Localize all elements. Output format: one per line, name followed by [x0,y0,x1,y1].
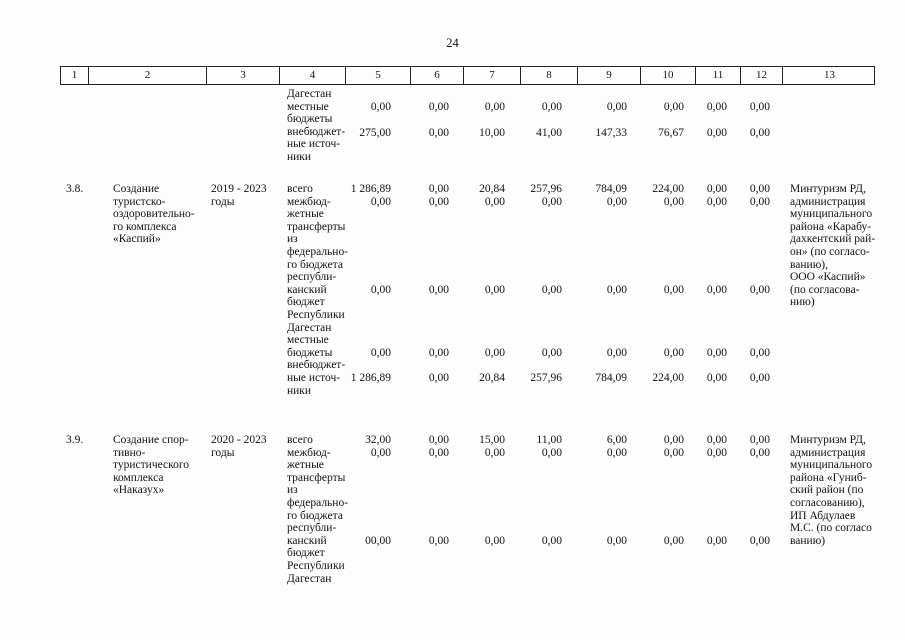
executor-line: ООО «Каспий» [790,271,866,284]
source-line: бюджеты [287,346,333,359]
local-value-col9: 0,00 [606,346,627,359]
republic-value-col10: 0,00 [663,283,684,296]
local-budget-value-col12: 0,00 [749,101,770,113]
event-name-line: Создание спор- [113,434,189,446]
republic-value-col12: 0,00 [749,283,770,296]
republic-value-col6: 0,00 [428,283,449,296]
header-cell-3: 3 [207,67,280,84]
source-line: межбюд- [287,446,331,459]
header-cell-7: 7 [464,67,521,84]
source-line: канский [287,534,327,547]
source-line: федерально- [287,497,349,509]
republic-value-col8: 0,00 [541,534,562,547]
federal-value-col10: 0,00 [663,446,684,459]
event-name-line: Создание [113,183,160,195]
page-number: 24 [446,36,459,50]
local-budget-value-col9: 0,00 [606,101,627,113]
local-budget-value-col8: 0,00 [541,101,562,113]
federal-value-col8: 0,00 [541,446,562,459]
local-budget-value-col5: 0,00 [370,101,391,113]
executor-line: согласованию), [790,497,865,509]
header-cell-11: 11 [696,67,741,84]
executor-line: муниципального [790,208,873,221]
federal-value-col5: 0,00 [370,446,391,459]
executor-line: (по согласова- [790,283,860,296]
republic-value-col11: 0,00 [706,534,727,547]
header-cell-1: 1 [61,67,89,84]
source-line: жетные [287,208,324,221]
federal-value-col9: 0,00 [606,446,627,459]
executor-line: ИП Абдулаев [790,509,856,522]
executor-line: он» (по согласо- [790,246,870,258]
total-value-col9: 6,00 [606,434,627,446]
source-line: ники [287,384,312,397]
executor-line: ский район (по [790,484,864,497]
source-line: Республики [287,560,345,572]
source-line: из [287,233,298,246]
total-value-col11: 0,00 [706,183,727,195]
total-value-col7: 20,84 [479,183,505,195]
local-budget-value-col10: 0,00 [663,101,684,113]
event-name-line: комплекса [113,471,164,484]
row-number: 3.9. [66,434,84,446]
executor-line: района «Карабу- [790,220,872,233]
source-line: всего [287,183,313,195]
republic-value-col5: 00,00 [365,534,391,547]
table-header-row [60,66,875,85]
executor-line: администрация [790,446,866,459]
extra-value-col7: 20,84 [479,372,505,384]
republic-value-col9: 0,00 [606,283,627,296]
event-name-line: го комплекса [113,220,177,233]
local-value-col6: 0,00 [428,346,449,359]
header-cell-13: 13 [824,69,835,81]
local-value-col10: 0,00 [663,346,684,359]
extra-value-col9: 784,09 [595,372,627,384]
total-value-col12: 0,00 [749,183,770,195]
total-value-col11: 0,00 [706,434,727,446]
source-line: внебюджет- [287,359,346,372]
row-number: 3.8. [66,183,84,195]
event-name-line: туристического [113,459,190,472]
header-cell-12: 12 [741,67,783,84]
source-line: жетные [287,459,324,472]
source-line: Республики [287,309,345,321]
source-line: бюджет [287,296,325,309]
local-value-col7: 0,00 [484,346,505,359]
federal-value-col11: 0,00 [706,446,727,459]
local-value-col5: 0,00 [370,346,391,359]
source-line: трансферты [287,220,346,233]
total-value-col6: 0,00 [428,183,449,195]
executor-line: Минтуризм РД, [790,183,866,195]
local-budget-value-col6: 0,00 [428,101,449,113]
executor-line: М.С. (по согласо [790,522,872,535]
federal-value-col12: 0,00 [749,195,770,208]
event-name-line: «Каспий» [113,233,161,246]
federal-value-col9: 0,00 [606,195,627,208]
source-line: ные источ- [287,138,341,151]
extra-value-col5: 1 286,89 [350,372,391,384]
source-line: бюджет [287,547,325,560]
total-value-col10: 224,00 [652,183,684,195]
federal-value-col6: 0,00 [428,446,449,459]
header-cell-10: 10 [641,67,696,84]
republic-value-col6: 0,00 [428,534,449,547]
source-line: внебюджет- [287,125,346,138]
federal-value-col7: 0,00 [484,195,505,208]
republic-value-col10: 0,00 [663,534,684,547]
total-value-col9: 784,09 [595,183,627,195]
period: 2019 - 2023 годы [211,183,267,208]
republic-value-col12: 0,00 [749,534,770,547]
republic-value-col7: 0,00 [484,534,505,547]
source-line: го бюджета [287,509,343,522]
republic-value-col9: 0,00 [606,534,627,547]
local-budget-value-col11: 0,00 [706,101,727,113]
total-value-col5: 1 286,89 [350,183,391,195]
source-line: республи- [287,522,337,535]
federal-value-col8: 0,00 [541,195,562,208]
source-line: Дагестан [287,88,332,100]
extrabudget-value-col8: 41,00 [536,127,562,139]
extra-value-col10: 224,00 [652,372,684,384]
source-line: ные источ- [287,372,341,384]
executor-line: администрация [790,195,866,208]
source-line: местные [287,100,329,113]
source-line: федерально- [287,246,349,258]
executor-line: ванию), [790,258,828,271]
federal-value-col5: 0,00 [370,195,391,208]
source-line: Дагестан [287,321,332,334]
extrabudget-value-col12: 0,00 [749,127,770,139]
source-line: канский [287,283,327,296]
federal-value-col11: 0,00 [706,195,727,208]
extra-value-col6: 0,00 [428,372,449,384]
extrabudget-value-col10: 76,67 [658,127,684,139]
total-value-col7: 15,00 [479,434,505,446]
local-value-col11: 0,00 [706,346,727,359]
event-name-line: оздоровительно- [113,208,195,221]
federal-value-col12: 0,00 [749,446,770,459]
header-cell-6: 6 [411,67,464,84]
extrabudget-value-col11: 0,00 [706,127,727,139]
total-value-col12: 0,00 [749,434,770,446]
header-cell-4: 4 [280,67,346,84]
executor-line: ванию) [790,534,826,547]
republic-value-col5: 0,00 [370,283,391,296]
source-line: трансферты [287,471,346,484]
extrabudget-value-col7: 10,00 [479,127,505,139]
extra-value-col12: 0,00 [749,372,770,384]
federal-value-col10: 0,00 [663,195,684,208]
executor-line: Минтуризм РД, [790,434,866,446]
total-value-col10: 0,00 [663,434,684,446]
period: 2020 - 2023 годы [211,434,267,459]
extra-value-col11: 0,00 [706,372,727,384]
source-line: межбюд- [287,195,331,208]
executor-line: муниципального [790,459,873,472]
source-line: местные [287,334,329,347]
executor-line: дахкентский рай- [790,233,876,246]
source-line: Дагестан [287,572,332,585]
event-name-line: тивно- [113,446,146,459]
source-line: го бюджета [287,258,343,271]
local-value-col8: 0,00 [541,346,562,359]
executor-line: района «Гуниб- [790,471,867,484]
executor-line: нию) [790,296,815,309]
source-line: из [287,484,298,497]
header-cell-9: 9 [578,67,641,84]
total-value-col6: 0,00 [428,434,449,446]
republic-value-col7: 0,00 [484,283,505,296]
extrabudget-value-col9: 147,33 [595,127,627,139]
total-value-col8: 257,96 [530,183,562,195]
total-value-col5: 32,00 [365,434,391,446]
federal-value-col6: 0,00 [428,195,449,208]
extra-value-col8: 257,96 [530,372,562,384]
header-cell-2: 2 [89,67,207,84]
event-name-line: «Наказух» [113,484,165,497]
extrabudget-value-col6: 0,00 [428,127,449,139]
source-line: бюджеты [287,113,333,126]
event-name-line: туристско- [113,195,166,208]
republic-value-col11: 0,00 [706,283,727,296]
local-budget-value-col7: 0,00 [484,101,505,113]
republic-value-col8: 0,00 [541,283,562,296]
total-value-col8: 11,00 [536,434,562,446]
federal-value-col7: 0,00 [484,446,505,459]
source-line: ники [287,151,312,163]
local-value-col12: 0,00 [749,346,770,359]
header-cell-5: 5 [346,67,411,84]
extrabudget-value-col5: 275,00 [359,127,391,139]
header-cell-8: 8 [521,67,578,84]
source-line: республи- [287,271,337,284]
source-line: всего [287,434,313,446]
